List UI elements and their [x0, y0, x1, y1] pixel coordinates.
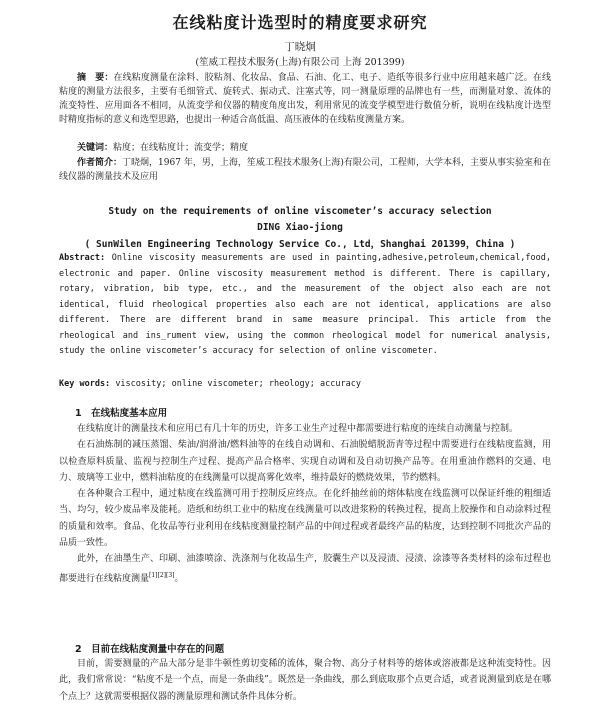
author-affiliation: (笙威工程技术服务(上海)有限公司 上海 201399) [195, 57, 405, 68]
author-name: 丁晓炯 [284, 41, 316, 53]
author-bio [59, 156, 551, 184]
abstract-cn [59, 71, 551, 127]
abstract-cn-text: 在线粘度测量在涂料、胶粘剂、化妆品、食品、石油、化工、电子、造纸等很多行业中应用越来越广泛。在线粘度的测量方法很多，主要有毛细管式、旋转式、振动式、注塞式等，同一测量原理的品牌也有一些，而测量对象、流体的流变特性、应用面各不相同，从流变学和仪器的精度角度出发，利用常见的流变学模型进行数值分析，说明在线粘度计选型时精度指标的意义和选型思路，也提出一种适合高低温、高压液体的在线粘度测量方案。 [59, 73, 551, 125]
section-1-paragraph: 在线粘度计的测量技术和应用已有几十年的历史，许多工业生产过程中都需要进行粘度的连续自动测量与控制。 [77, 424, 519, 434]
keywords-cn-text: 粘度；在线粘度计；流变学；精度 [113, 143, 249, 153]
section-1-paragraph: 在各种聚合工程中，通过粘度在线监测可用于控制反应终点。在化纤抽丝前的熔体粘度在线监测可以保证纤维的粗细适当、均匀，较少废品率及能耗。造纸和纺织工业中的粘度在线测量可以改进浆粉的转换过程，提高上胶操作和自动涂料过程的质量和效率。食品、化妆品等行业利用在线粘度测量控制产品的中间过程或者最终产品的粘度，达到控制不同批次产品的品质一致性。 [59, 489, 551, 549]
section-2-heading: 2 目前在线粘度测量中存在的问题 [75, 644, 225, 655]
keywords-en [59, 377, 551, 391]
section-1-paragraph: 在石油炼制的减压蒸馏、柴油/润滑油/燃料油等的在线自动调和、石油脱蜡脱沥青等过程中需要进行在线粘度监测，用以检查原料质量、监视与控制生产过程、提高产品合格率、实现自动调和及自动切换产品等。在用重油作燃料的交通、电力、玻璃等工业中，燃料油粘度的在线测量可以提高雾化效率，维持最好的燃烧效果，节约燃料。 [59, 440, 551, 483]
keywords-cn-label: 关键词： [77, 143, 114, 153]
english-affiliation: ( SunWilen Engineering Technology Service Co., Ltd，Shanghai 201399，China ) [84, 239, 516, 250]
abstract-en [59, 251, 551, 360]
english-title: Study on the requirements of online viscometer’s accuracy selection [108, 206, 492, 217]
section-1-paragraph-last: 此外，在油墨生产、印刷、油漆喷涂、洗涤剂与化妆品生产，胶囊生产以及浸渍、浸渍、涂漆等各类材料的涂布过程也都要进行在线粘度测量[1][2][3]。 [59, 554, 551, 584]
section-2-body [59, 656, 551, 705]
keywords-cn [59, 141, 551, 155]
abstract-en-label: Abstract: [59, 253, 106, 263]
author-bio-label: 作者简介： [77, 158, 123, 168]
keywords-en-label: Key words: [59, 379, 111, 389]
abstract-en-text: Online viscosity measurements are used in painting,adhesive,petroleum,chemical,food, electronic and paper. Online viscosity measurement method is different. There is capillary, rotary, vibration, bib type, etc., and the measurement of the object also each are not identical, fluid rheological properties also each are not identical, applications are also different. There are different brand in same measure principal. This article from the rheological and ins_rument view, using the common rheological model for numerical analysis, study the online viscometer’s accuracy for selection of online viscometer. [59, 253, 551, 356]
abstract-cn-label: 摘 要： [77, 73, 114, 83]
section-1-paragraph-text: 此外，在油墨生产、印刷、油漆喷涂、洗涤剂与化妆品生产，胶囊生产以及浸渍、浸渍、涂漆等各类材料的涂布过程也都要进行在线粘度测量 [59, 554, 551, 584]
author-bio-text: 丁晓炯，1967 年，男，上海，笙威工程技术服务(上海)有限公司，工程师，大学本科，主要从事实验室和在线仪器的测量技术及应用 [59, 158, 551, 182]
keywords-en-text: viscosity; online viscometer; rheology; accuracy [115, 379, 361, 389]
english-author: DING Xiao-jiong [257, 222, 343, 233]
section-2-paragraph: 目前，需要测量的产品大部分是非牛顿性剪切变稀的流体，聚合物、高分子材料等的熔体或溶液都是这种流变特性。因此，我们常常说：“粘度不是一个点，而是一条曲线”。既然是一条曲线，那么到底取那个点更合适，或者说测量到底是在哪个点上？这就需要根据仪器的测量原理和测试条件具体分析。 [59, 659, 551, 702]
section-1-heading: 1 在线粘度基本应用 [75, 408, 168, 419]
citation-marker: [1][2][3] [149, 571, 175, 579]
paper-title: 在线粘度计选型时的精度要求研究 [172, 13, 428, 32]
section-1-body [59, 421, 551, 587]
